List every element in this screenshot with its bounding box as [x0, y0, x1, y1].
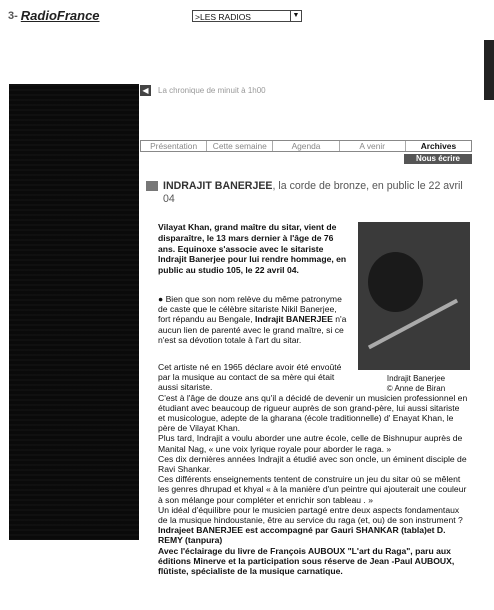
tab-cette-semaine[interactable]: Cette semaine [207, 141, 273, 151]
article-paragraph-1 [158, 294, 350, 345]
article-lead: Vilayat Khan, grand maître du sitar, vient de disparaître, le 13 mars dernier à l'âge de 76 ans. Equinoxe s'associe avec le sitariste Indrajit Banerjee pour lui rendre hommage, en public au studio 105, le 22 avril 04. [158, 222, 347, 276]
tab-archives[interactable]: Archives [420, 141, 457, 151]
page-edge-shadow [484, 40, 494, 100]
article-title [163, 180, 473, 206]
p2-line: Ces dix dernières années Indrajit a étudié avec son oncle, un éminent disciple de Ravi Shankar. [158, 453, 467, 475]
photo-caption-credit: © Anne de Biran [386, 383, 446, 393]
tab-agenda[interactable]: Agenda [273, 141, 339, 151]
write-to-us-label: Nous écrire [415, 154, 461, 163]
write-to-us-button[interactable] [404, 154, 472, 164]
article-title-name: INDRAJIT BANERJEE [163, 180, 273, 192]
p2-line: Ces différents enseignements tentent de construire un jeu du sitar où se mêlent les genres dhrupad et khyal « à la manière d'un peintre qui ajouterait une couleur à son mélange pour compléter et enrichir son tableau . » [158, 474, 467, 505]
logo-prefix: 3- [8, 9, 18, 22]
book-line: Avec l'éclairage du livre de François AUBOUX "L'art du Raga", paru aux éditions Minerve et la participation sous réserve de Jean -Paul AUBOUX, flûtiste, spécialiste de la musique carnatique. [158, 545, 455, 577]
logo-name: RadioFrance [20, 8, 100, 23]
article-title-rest: , la corde de bronze, en public le 22 avril 04 [163, 180, 463, 205]
artist-photo [358, 222, 470, 370]
accompany-line: Indrajeet BANERJEE est accompagné par Gauri SHANKAR (tabla)et D. REMY (tanpura) [158, 525, 446, 546]
radios-select-value: >LES RADIOS [195, 12, 251, 22]
radios-select[interactable] [192, 10, 302, 22]
radiofrance-logo[interactable] [8, 8, 100, 23]
chevron-down-icon: ▼ [290, 11, 301, 21]
p2-line: Plus tard, Indrajit a voulu aborder une autre école, celle de Bishnupur auprès de Manital Nag, « une voix lyrique royale pour aborder le raga. » [158, 433, 463, 454]
tab-bar [140, 140, 472, 152]
speaker-icon[interactable]: ◀ [140, 85, 151, 96]
p1-text-c: n'a aucun lien de parenté avec le grand maître, si ce n'est sa dévotion totale à l'art du sitar. [158, 314, 347, 345]
p2-line: Cet artiste né en 1965 déclare avoir été envoûté par la musique au contact de sa mère qui était aussi sitariste. [158, 362, 342, 393]
page-subtitle: La chronique de minuit à 1h00 [158, 86, 266, 95]
p1-text-a: ● Bien que son nom relève du même patronyme de caste que le célèbre sitariste Nikil Banerjee, fort répandu au Bengale, [158, 294, 342, 325]
tab-a-venir[interactable]: A venir [340, 141, 406, 151]
p2-line: C'est à l'âge de douze ans qu'il a décidé de devenir un musicien professionnel en étudiant avec beaucoup de rigueur auprès de son grand-père, lui aussi sitariste et musicologue, adepte de la gharana (école traditionnelle) d' Enayat Khan, le père de Vilayat Khan. [158, 392, 468, 434]
article-paragraph-2 [158, 362, 468, 576]
p1-artist-name: Indrajit BANERJEE [255, 314, 333, 325]
photo-caption-name: Indrajit Banerjee [386, 374, 446, 383]
tab-presentation[interactable]: Présentation [141, 141, 207, 151]
p2-line: Un idéal d'équilibre pour le musicien partagé entre deux aspects fondamentaux de la musique hindoustanie, être au service du raga (et, ou) de son instrument ? [158, 504, 463, 526]
sidebar [9, 84, 139, 540]
article-icon [146, 181, 158, 191]
